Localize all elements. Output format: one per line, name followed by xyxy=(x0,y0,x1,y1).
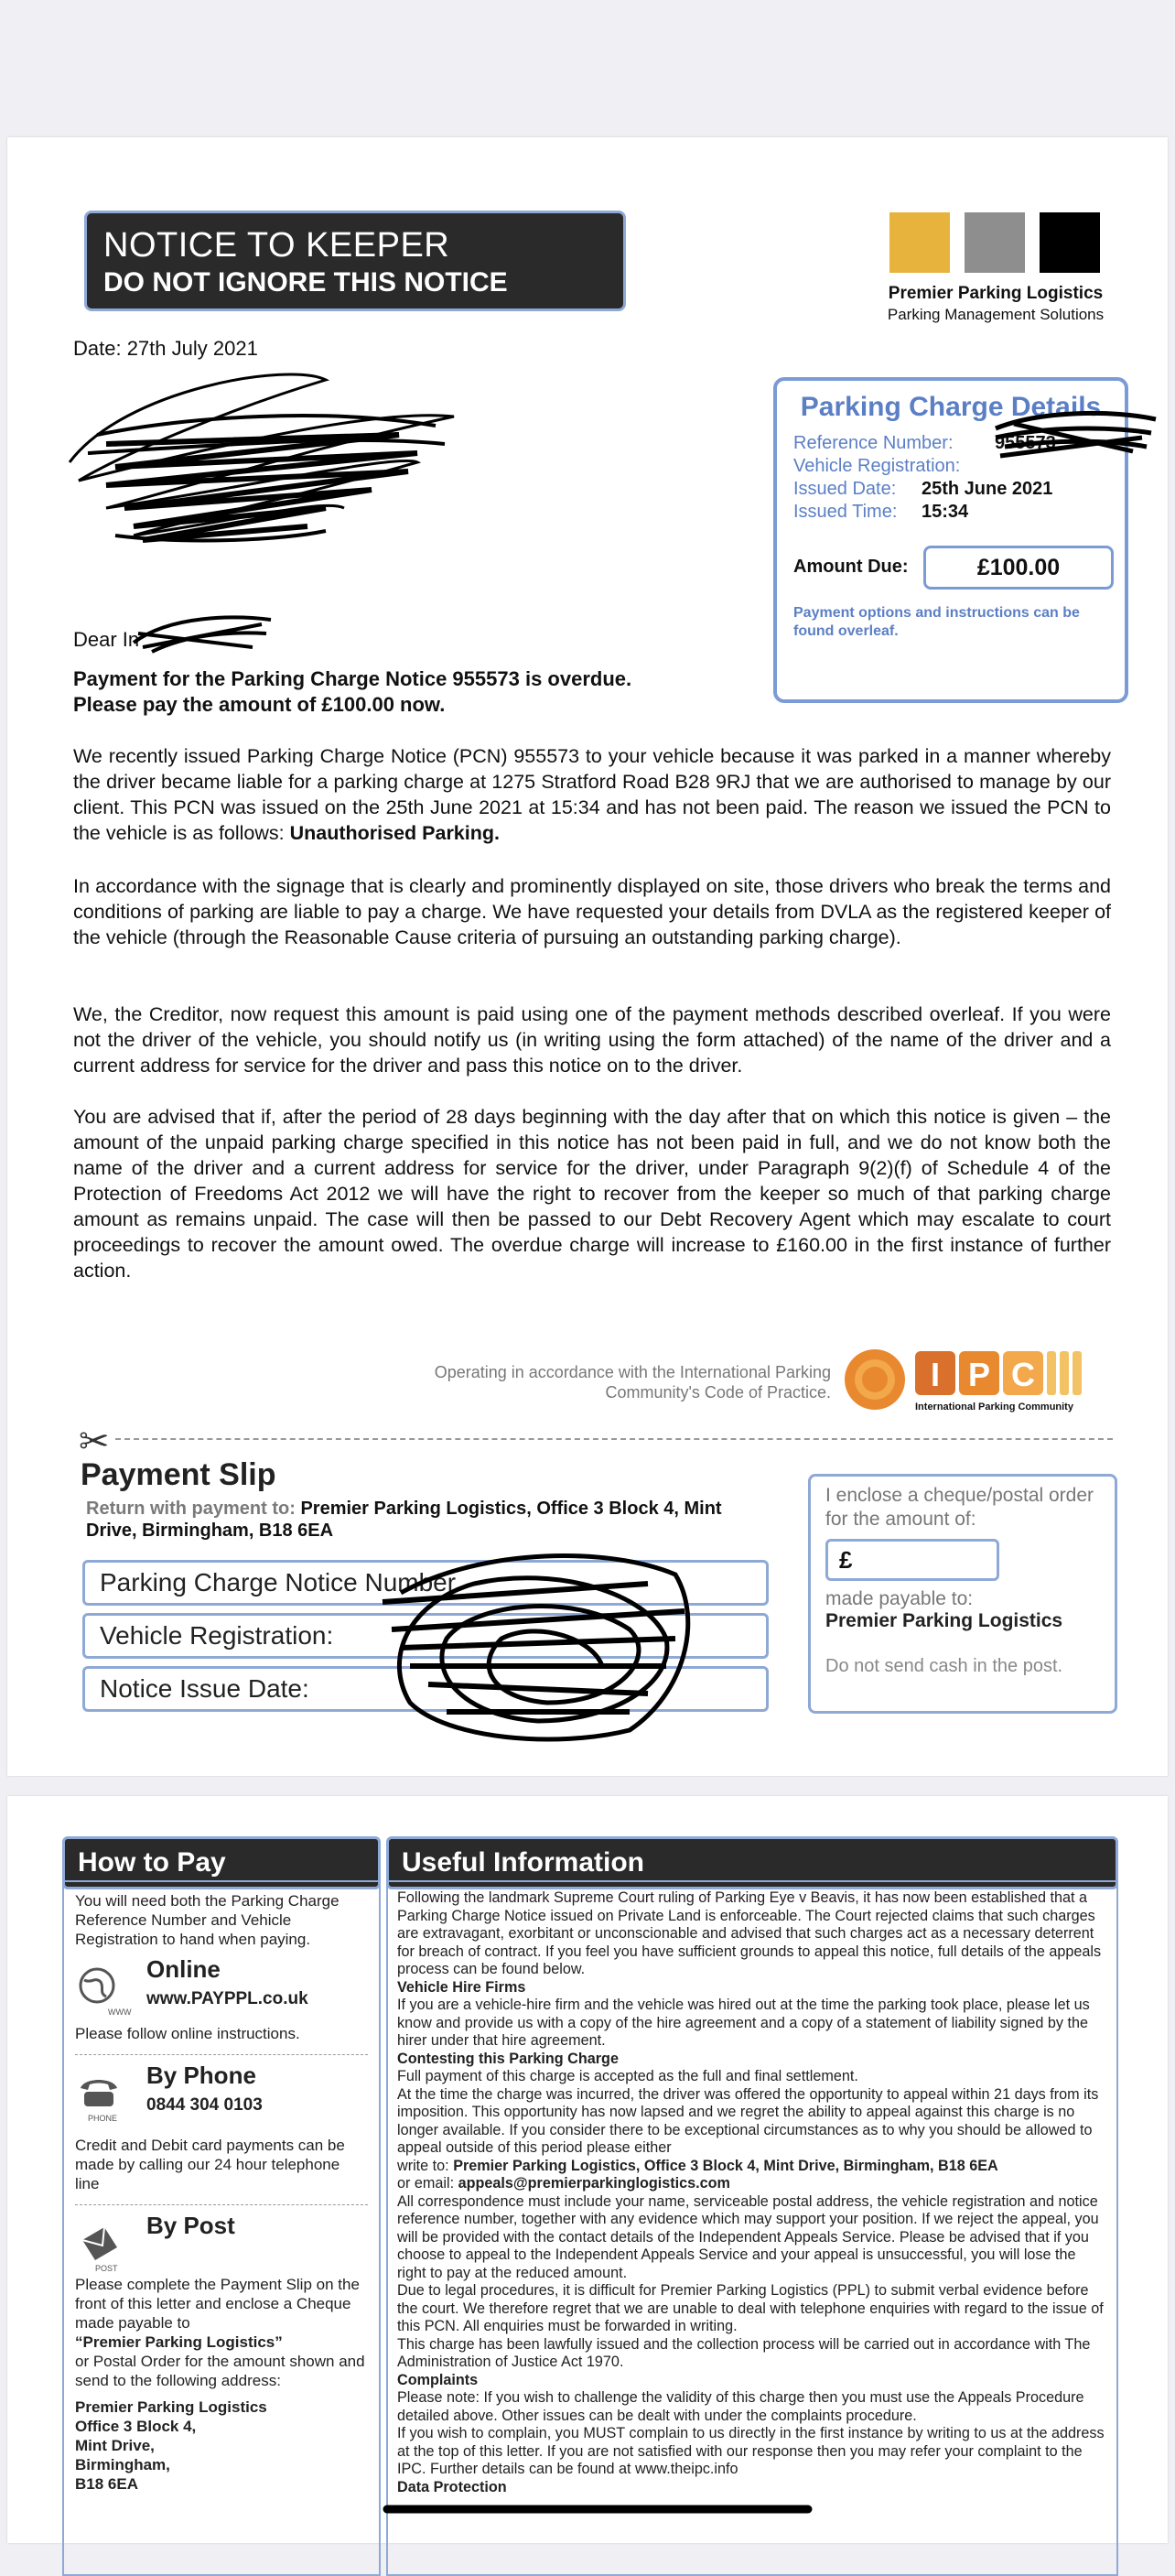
pay-post-section xyxy=(75,2212,368,2273)
appeals-email[interactable]: appeals@premierparkinglogistics.com xyxy=(458,2175,730,2192)
notice-page-back xyxy=(7,1796,1168,2543)
return-address xyxy=(86,1498,763,1542)
amount-due-label: Amount Due: xyxy=(793,557,909,577)
ipc-code-note: Operating in accordance with the International Parking Community's Code of Practice. xyxy=(434,1363,831,1402)
post-instructions-text-2: or Postal Order for the amount shown and send to the following address: xyxy=(75,2353,365,2389)
phone-number[interactable]: 0844 304 0103 xyxy=(146,2095,263,2115)
letter-paragraph-2: In accordance with the signage that is clearly and prominently displayed on site, those drivers who break the terms and conditions of parking are liable to pay a charge. We have requested your details from DVLA as the registered keeper of the vehicle (through the Reasonable Cause criteria of pursuing an outstanding parking charge). xyxy=(73,875,1111,948)
ipc-caption: International Parking Community xyxy=(915,1402,1073,1412)
issued-date-value: 25th June 2021 xyxy=(922,479,1053,499)
charge-details-title: Parking Charge Details xyxy=(800,392,1102,422)
issued-date-label: Issued Date: xyxy=(793,479,897,499)
useful-info-header: Useful Information xyxy=(386,1836,1118,1889)
contest-text-1: Full payment of this charge is accepted as the full and final settlement. xyxy=(397,2068,858,2084)
slip-field-vehicle-reg[interactable] xyxy=(82,1613,769,1659)
scissors-icon: ✂ xyxy=(79,1422,110,1462)
svg-text:P: P xyxy=(967,1356,991,1393)
redacted-name-scribble xyxy=(124,606,289,661)
amount-due-value: £100.00 xyxy=(923,546,1114,590)
notice-title: NOTICE TO KEEPER xyxy=(103,226,450,265)
notice-subtitle: DO NOT IGNORE THIS NOTICE xyxy=(103,267,508,298)
pay-online-section xyxy=(75,1956,368,2024)
amount-due-row xyxy=(793,546,1108,593)
cheque-box xyxy=(808,1474,1117,1714)
post-instructions-text-1: Please complete the Payment Slip on the front of this letter and enclose a Cheque made payable to xyxy=(75,2276,360,2332)
svg-text:I: I xyxy=(930,1356,941,1393)
data-protection-heading: Data Protection xyxy=(397,2478,507,2495)
issued-time-row xyxy=(793,501,1108,524)
overdue-line-2: Please pay the amount of £100.00 now. xyxy=(73,693,446,716)
post-address xyxy=(75,2397,368,2494)
envelope-icon xyxy=(75,2220,126,2275)
vehicle-reg-label: Vehicle Registration: xyxy=(793,456,961,476)
logo-square-gold xyxy=(889,212,950,273)
hire-firms-heading: Vehicle Hire Firms xyxy=(397,1978,526,1996)
address-line: Mint Drive, xyxy=(75,2437,155,2454)
hire-firms-text: If you are a vehicle-hire firm and the vehicle was hired out at the time the parking took place, please let us know and provide us with a copy of the hire agreement and a copy of a statement of liability signed by the hirer under that hire agreement. xyxy=(397,1997,1090,2049)
divider xyxy=(75,2204,368,2205)
letter-paragraph-3: We, the Creditor, now request this amount is paid using one of the payment methods described overleaf. If you were not the driver of the vehicle, you should notify us (in writing using the form attached) of the name of the driver and a current address for service for the driver and pass this notice on to the driver. xyxy=(73,1003,1111,1077)
phone-instructions: Credit and Debit card payments can be made by calling our 24 hour telephone line xyxy=(75,2137,345,2192)
legal-text: Due to legal procedures, it is difficult for Premier Parking Logistics (PPL) to submit verbal evidence before the court. We therefore regret that we are unable to deal with telephone enquiries with regard to the issue of this PCN. All enquiries must be forwarded in writing. xyxy=(397,2282,1104,2334)
issued-time-value: 15:34 xyxy=(922,502,969,522)
overdue-line-1: Payment for the Parking Charge Notice 955573 is overdue. xyxy=(73,667,632,690)
svg-text:C: C xyxy=(1011,1356,1035,1393)
letter-paragraph-1-text: We recently issued Parking Charge Notice (PCN) 955573 to your vehicle because it was parked in a manner whereby the driver became liable for a parking charge at 1275 Stratford Road B28 9RJ that we are authorised to manage by our client. This PCN was issued on the 25th June 2021 at 15:34 and has not been paid. The reason we issued the PCN to the vehicle is as follows: xyxy=(73,745,1111,844)
ppl-logo xyxy=(877,212,1115,331)
notice-date: Date: 27th July 2021 xyxy=(73,337,258,360)
slip-field-pcn-number[interactable] xyxy=(82,1560,769,1606)
divider xyxy=(75,2054,368,2055)
vehicle-reg-row xyxy=(793,455,1108,478)
slip-field-pcn-label: Parking Charge Notice Number xyxy=(100,1568,457,1596)
parking-charge-details-box xyxy=(773,377,1128,703)
pcn-reason: Unauthorised Parking. xyxy=(289,822,500,844)
how-to-pay-header: How to Pay xyxy=(62,1836,381,1889)
logo-square-grey xyxy=(965,212,1025,273)
notice-page-front xyxy=(7,137,1168,1776)
online-url[interactable]: www.PAYPPL.co.uk xyxy=(146,1989,308,2008)
info-intro: Following the landmark Supreme Court ruling of Parking Eye v Beavis, it has now been established that a Parking Charge Notice issued on Private Land is enforceable. The Court rejected claims that such charges are extravagant, exorbitant or unconscionable and advised that such charges act as a necessary deterrent for breach of contract. If you feel you have sufficient grounds to appeal this notice, full details of the appeals process can be found below. xyxy=(397,1889,1102,1977)
how-to-pay-column xyxy=(62,1880,381,2576)
return-address-value: Premier Parking Logistics, Office 3 Block 4, Mint Drive, Birmingham, B18 6EA xyxy=(86,1499,722,1541)
how-to-pay-intro: You will need both the Parking Charge Reference Number and Vehicle Registration to hand when paying. xyxy=(75,1892,340,1948)
correspondence-text: All correspondence must include your name, serviceable postal address, the vehicle registration and notice reference number, together with any evidence which may support your position. If we reject the appeal, you will be provided with the contact details of the Independent Appeals Service. Please be advised that if you choose to appeal to the Independent Appeals Service and your appeal is unsuccessful, you will lose the right to pay at the reduced amount. xyxy=(397,2192,1099,2281)
phone-icon xyxy=(75,2070,126,2125)
reference-row xyxy=(793,432,1108,455)
issued-date-row xyxy=(793,478,1108,501)
ipc-logo xyxy=(840,1348,1115,1415)
post-icon-label: POST xyxy=(95,2264,118,2273)
globe-icon xyxy=(75,1964,132,2019)
online-title: Online xyxy=(146,1955,221,1983)
logo-name: Premier Parking Logistics xyxy=(888,284,1104,303)
reference-value: 955573 xyxy=(995,433,1056,453)
payment-options-note: Payment options and instructions can be found overleaf. xyxy=(793,605,1080,639)
salutation: Dear In xyxy=(73,628,140,651)
cheque-amount-field[interactable]: £ xyxy=(825,1539,999,1581)
contest-heading: Contesting this Parking Charge xyxy=(397,2050,619,2067)
payee-name: Premier Parking Logistics xyxy=(825,1610,1063,1631)
redacted-address-scribble xyxy=(51,352,472,554)
slip-field-issue-date-label: Notice Issue Date: xyxy=(100,1674,309,1703)
post-title: By Post xyxy=(146,2212,235,2239)
phone-title: By Phone xyxy=(146,2062,256,2089)
address-line: Premier Parking Logistics xyxy=(75,2398,267,2416)
online-instructions: Please follow online instructions. xyxy=(75,2025,300,2042)
reference-label: Reference Number: xyxy=(793,433,954,453)
post-instructions xyxy=(75,2275,368,2390)
slip-field-issue-date[interactable] xyxy=(82,1666,769,1712)
logo-square-black xyxy=(1040,212,1100,273)
notice-title-box xyxy=(84,211,626,311)
phone-icon-label: PHONE xyxy=(88,2114,118,2123)
address-line: B18 6EA xyxy=(75,2475,138,2493)
address-line: Birmingham, xyxy=(75,2456,170,2473)
write-to-label: write to: xyxy=(397,2157,449,2174)
pay-phone-section xyxy=(75,2062,368,2130)
cut-line xyxy=(115,1438,1113,1440)
email-line xyxy=(397,2175,1107,2193)
overdue-notice xyxy=(73,666,805,718)
write-to-line xyxy=(397,2158,1107,2176)
made-payable-label: made payable to: xyxy=(825,1588,974,1609)
email-label: or email: xyxy=(397,2175,455,2192)
no-cash-note: Do not send cash in the post. xyxy=(825,1656,1063,1676)
lawful-text: This charge has been lawfully issued and the collection process will be carried out in accordance with The Administration of Justice Act 1970. xyxy=(397,2335,1091,2370)
issued-time-label: Issued Time: xyxy=(793,502,898,522)
useful-info-column xyxy=(386,1880,1118,2576)
letter-paragraph-4: You are advised that if, after the period of 28 days beginning with the day after that on which this notice is given – the amount of the unpaid parking charge specified in this notice has not been paid in full, and we do not know both the name of the driver and a current address for service for the driver, under Paragraph 9(2)(f) of Schedule 4 of the Protection of Freedoms Act 2012 we will have the right to recover from the keeper so much of that parking charge amount as remains unpaid. The case will then be passed to our Debt Recovery Agent which may escalate to court proceedings to recover the amount owed. The overdue charge will increase to £160.00 in the first instance of further action. xyxy=(73,1106,1111,1282)
complaints-text-2: If you wish to complain, you MUST complain to us directly in the first instance by writing to us at the address at the top of this letter. If you are not satisfied with our response then you may refer your complaint to the IPC. Further details can be found at www.theipc.info xyxy=(397,2425,1105,2477)
post-payee: “Premier Parking Logistics” xyxy=(75,2333,283,2351)
return-label: Return with payment to: xyxy=(86,1499,296,1519)
cheque-enclose-text: I enclose a cheque/postal order for the amount of: xyxy=(825,1485,1094,1530)
www-icon-label: WWW xyxy=(108,2008,132,2017)
complaints-heading: Complaints xyxy=(397,2371,479,2388)
payment-slip-title: Payment Slip xyxy=(81,1457,276,1492)
contest-text-2: At the time the charge was incurred, the driver was offered the opportunity to appeal within 21 days from its imposition. This opportunity has now lapsed and we regret the ability to appeal against this charge is no longer available. If you consider there to be exceptional circumstances as to why you should be allowed to appeal outside of this period please either xyxy=(397,2085,1099,2156)
logo-tagline: Parking Management Solutions xyxy=(887,306,1105,323)
address-line: Office 3 Block 4, xyxy=(75,2418,197,2435)
slip-field-vehicle-label: Vehicle Registration: xyxy=(100,1621,334,1650)
write-to-address: Premier Parking Logistics, Office 3 Block 4, Mint Drive, Birmingham, B18 6EA xyxy=(453,2157,998,2174)
letter-paragraph-1 xyxy=(73,743,1111,846)
complaints-text-1: Please note: If you wish to challenge the validity of this charge then you must use the Appeals Procedure detailed above. Other issues can be dealt with under the complaints procedure. xyxy=(397,2389,1084,2424)
